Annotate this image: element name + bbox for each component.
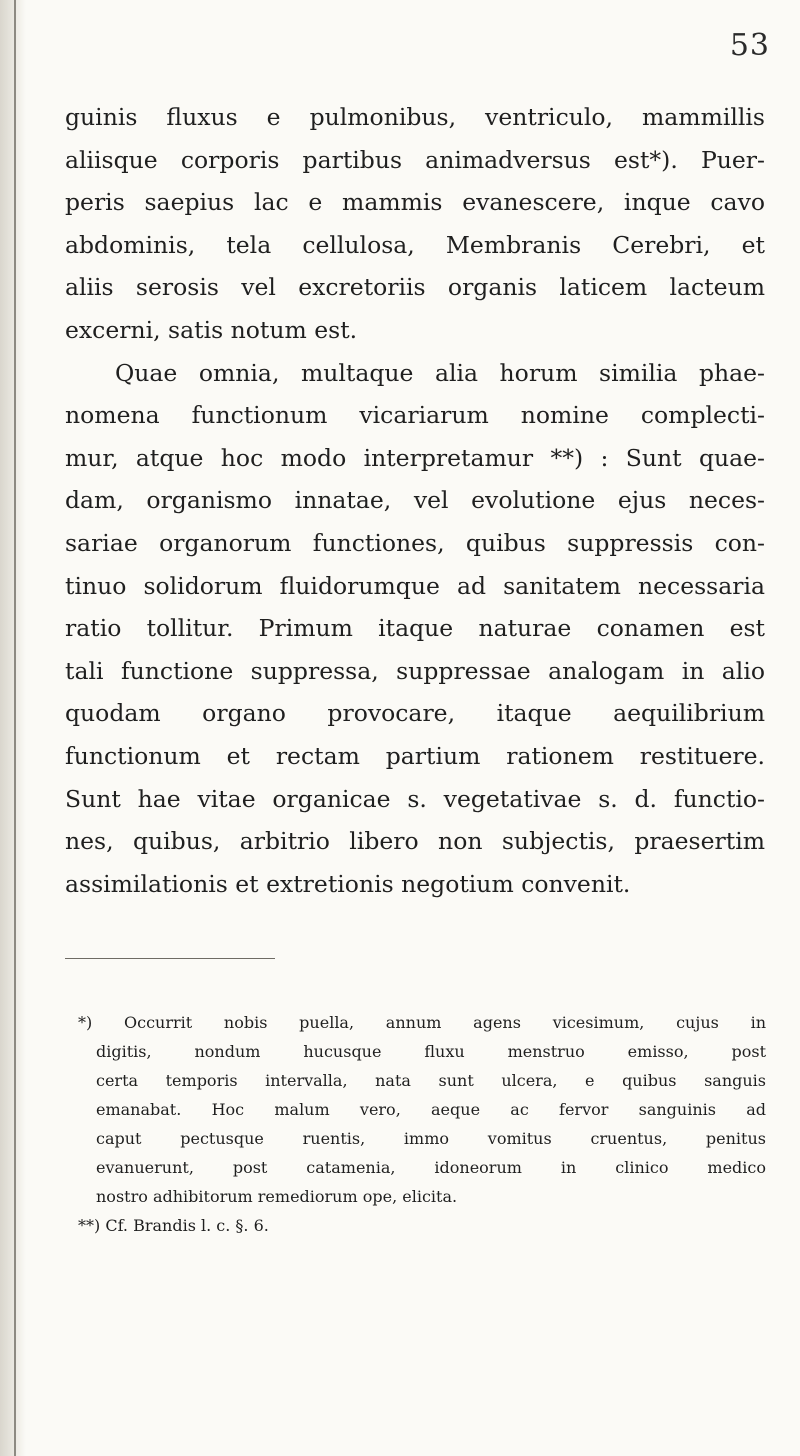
- page-number: 53: [729, 28, 770, 63]
- footnote-line: evanuerunt, post catamenia, idoneorum in clinico medico: [96, 1158, 766, 1177]
- text-line: ratio tollitur. Primum itaque naturae conamen est: [65, 614, 765, 643]
- text-line: Sunt hae vitae organicae s. vegetativae s. d. functio-: [65, 784, 765, 813]
- footnote-divider: [65, 958, 275, 959]
- text-line: aliisque corporis partibus animadversus est*). Puer-: [65, 145, 765, 174]
- text-line: excerni, satis notum est.: [65, 315, 358, 344]
- text-line: tali functione suppressa, suppressae analogam in alio: [65, 656, 765, 685]
- binding-line: [14, 0, 16, 1456]
- footnote-line: digitis, nondum hucusque fluxu menstruo emisso, post: [96, 1042, 766, 1061]
- footnote-line: caput pectusque ruentis, immo vomitus cruentus, penitus: [96, 1129, 766, 1148]
- text-line: dam, organismo innatae, vel evolutione ejus neces-: [65, 486, 765, 515]
- text-line: tinuo solidorum fluidorumque ad sanitatem necessaria: [65, 571, 765, 600]
- text-line: sariae organorum functiones, quibus suppressis con-: [65, 528, 765, 557]
- footnote-line: emanabat. Hoc malum vero, aeque ac fervor sanguinis ad: [96, 1100, 766, 1119]
- footnote-line: *) Occurrit nobis puella, annum agens vicesimum, cujus in: [78, 1013, 766, 1032]
- binding-edge: [0, 0, 26, 1456]
- footnote-line: **) Cf. Brandis l. c. §. 6.: [78, 1216, 269, 1235]
- footnotes: [78, 1008, 766, 1240]
- text-line: functionum et rectam partium rationem restituere.: [65, 741, 765, 770]
- text-line: mur, atque hoc modo interpretamur **) : Sunt quae-: [65, 443, 765, 472]
- text-line: assimilationis et extretionis negotium convenit.: [65, 869, 631, 898]
- main-text: [65, 96, 765, 905]
- text-line: guinis fluxus e pulmonibus, ventriculo, mammillis: [65, 103, 765, 131]
- text-line: aliis serosis vel excretoriis organis laticem lacteum: [65, 273, 765, 302]
- text-line: Quae omnia, multaque alia horum similia phae-: [115, 358, 765, 387]
- text-line: peris saepius lac e mammis evanescere, inque cavo: [65, 188, 765, 217]
- text-line: nomena functionum vicariarum nomine complecti-: [65, 401, 765, 430]
- text-line: abdominis, tela cellulosa, Membranis Cerebri, et: [65, 230, 765, 259]
- text-line: nes, quibus, arbitrio libero non subjectis, praesertim: [65, 827, 765, 856]
- text-line: quodam organo provocare, itaque aequilibrium: [65, 699, 765, 728]
- footnote-line: nostro adhibitorum remediorum ope, elicita.: [96, 1187, 458, 1206]
- footnote-line: certa temporis intervalla, nata sunt ulcera, e quibus sanguis: [96, 1071, 766, 1090]
